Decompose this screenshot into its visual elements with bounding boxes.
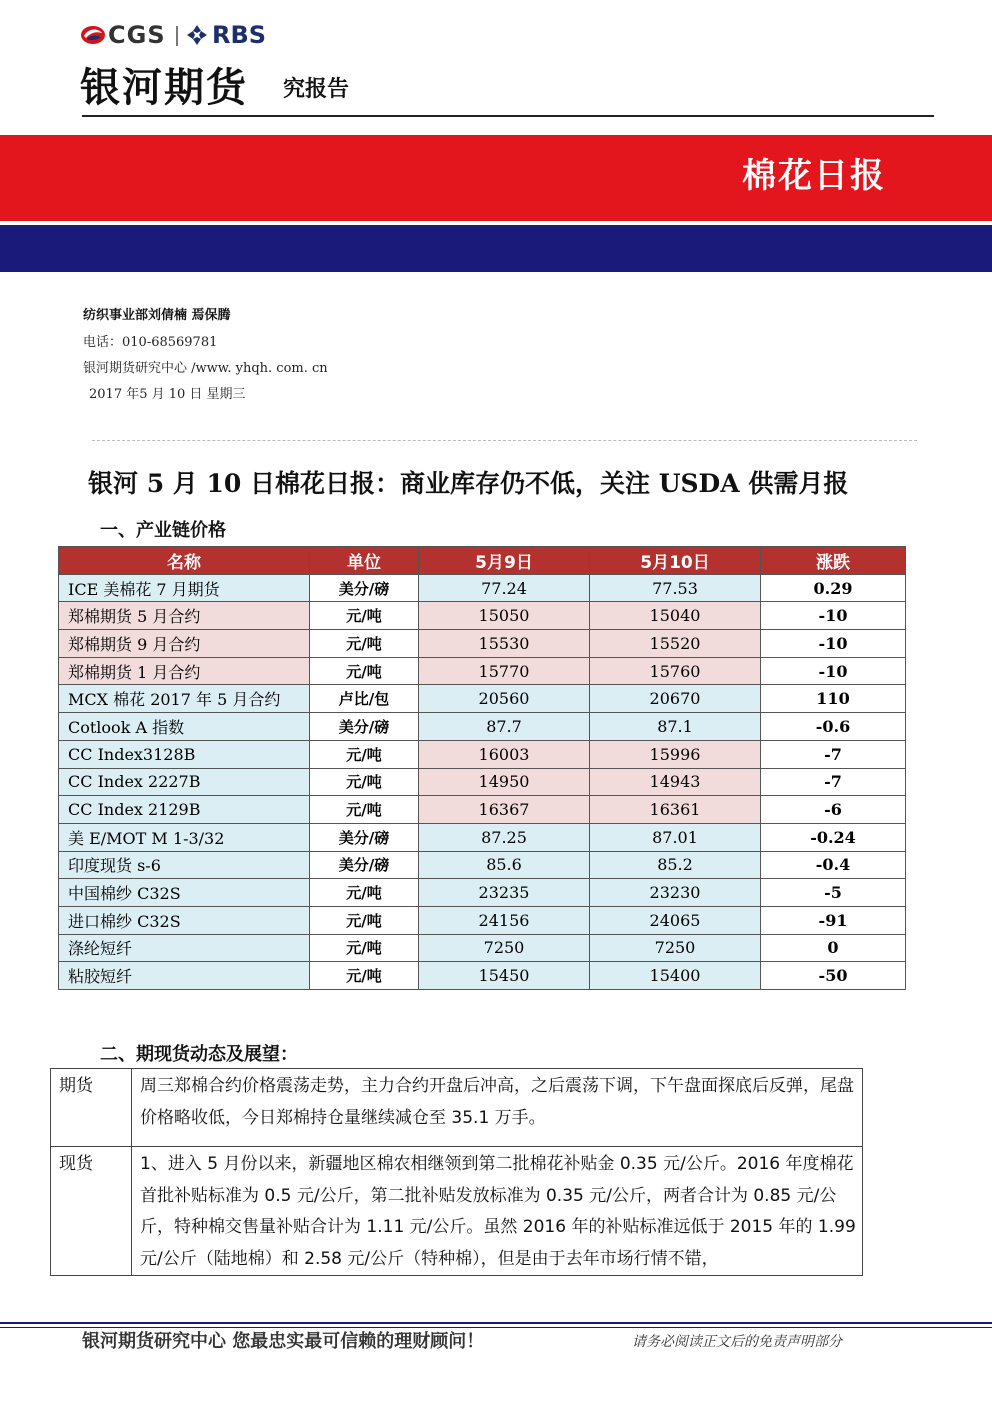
report-type: 究报告 — [283, 77, 350, 102]
dynamics-table — [50, 1068, 863, 1276]
table-row — [59, 962, 906, 990]
price-row-may9: 87.7 — [419, 713, 590, 741]
table-row — [59, 934, 906, 962]
price-row-may9: 7250 — [419, 934, 590, 962]
price-row-may10: 87.01 — [590, 823, 761, 851]
brand-name: 银河期货 — [80, 65, 248, 111]
price-row-may10: 15996 — [590, 740, 761, 768]
table-row — [59, 574, 906, 602]
table-row — [51, 1147, 863, 1276]
table-row — [51, 1069, 863, 1147]
table-header-row — [59, 547, 906, 575]
price-row-may10: 87.1 — [590, 713, 761, 741]
price-row-may10: 14943 — [590, 768, 761, 796]
price-row-name: 郑棉期货 5 月合约 — [59, 602, 310, 630]
col-header-may10: 5月10日 — [590, 547, 761, 575]
price-row-name: 郑棉期货 9 月合约 — [59, 630, 310, 658]
price-row-unit: 卢比/包 — [310, 685, 419, 713]
price-row-may10: 15400 — [590, 962, 761, 990]
price-row-may9: 15050 — [419, 602, 590, 630]
col-header-name: 名称 — [59, 547, 310, 575]
price-row-unit: 美分/磅 — [310, 574, 419, 602]
price-row-unit: 元/吨 — [310, 934, 419, 962]
price-row-name: MCX 棉花 2017 年 5 月合约 — [59, 685, 310, 713]
price-row-may10: 85.2 — [590, 851, 761, 879]
footer-slogan: 银河期货研究中心 您最忠实最可信赖的理财顾问！ — [82, 1331, 485, 1352]
price-row-unit: 元/吨 — [310, 602, 419, 630]
price-row-may9: 24156 — [419, 906, 590, 934]
dynamics-text-futures: 周三郑棉合约价格震荡走势，主力合约开盘后冲高，之后震荡下调，下午盘面探底后反弹，尾盘价格略收低，今日郑棉持仓量继续减仓至 35.1 万手。 — [132, 1069, 863, 1147]
col-header-may9: 5月9日 — [419, 547, 590, 575]
price-row-name: 进口棉纱 C32S — [59, 906, 310, 934]
price-row-may9: 16367 — [419, 796, 590, 824]
price-row-unit: 元/吨 — [310, 796, 419, 824]
price-row-name: 印度现货 s-6 — [59, 851, 310, 879]
price-row-name: CC Index3128B — [59, 740, 310, 768]
price-row-change: 0.29 — [761, 574, 906, 602]
section-heading-dynamics: 二、期现货动态及展望： — [100, 1044, 298, 1065]
price-row-change: -5 — [761, 879, 906, 907]
col-header-unit: 单位 — [310, 547, 419, 575]
rbs-logo-text: RBS — [212, 21, 267, 49]
price-row-change: -6 — [761, 796, 906, 824]
table-row — [59, 796, 906, 824]
table-row — [59, 602, 906, 630]
price-row-name: ICE 美棉花 7 月期货 — [59, 574, 310, 602]
price-row-may9: 15530 — [419, 630, 590, 658]
price-table — [58, 546, 906, 990]
price-row-unit: 元/吨 — [310, 768, 419, 796]
title-band-blue — [0, 225, 992, 272]
author-website[interactable]: 银河期货研究中心 /www. yhqh. com. cn — [83, 361, 328, 376]
price-row-may9: 15450 — [419, 962, 590, 990]
price-row-change: -7 — [761, 768, 906, 796]
price-row-unit: 元/吨 — [310, 657, 419, 685]
price-row-unit: 美分/磅 — [310, 823, 419, 851]
author-phone: 电话：010-68569781 — [83, 335, 218, 350]
price-row-may10: 15040 — [590, 602, 761, 630]
price-row-may9: 20560 — [419, 685, 590, 713]
dynamics-text-spot: 1、进入 5 月份以来，新疆地区棉农相继领到第二批棉花补贴金 0.35 元/公斤。2016 年度棉花首批补贴标准为 0.5 元/公斤，第二批补贴发放标准为 0.35 元/公斤，两者合计为 0.85 元/公斤，特种棉交售量补贴合计为 1.11 元/公斤。虽然 2016 年的补贴标准远低于 2015 年的 1.99 元/公斤（陆地棉）和 2.58 元/公斤（特种棉），但是由于去年市场行情不错， — [132, 1147, 863, 1276]
price-row-unit: 元/吨 — [310, 962, 419, 990]
price-row-change: -0.24 — [761, 823, 906, 851]
price-row-may10: 7250 — [590, 934, 761, 962]
price-row-unit: 美分/磅 — [310, 851, 419, 879]
footer-disclaimer: 请务必阅读正文后的免责声明部分 — [632, 1334, 842, 1350]
price-row-may10: 20670 — [590, 685, 761, 713]
price-row-may10: 16361 — [590, 796, 761, 824]
price-row-change: -0.4 — [761, 851, 906, 879]
header-rule — [82, 115, 934, 117]
price-row-change: -0.6 — [761, 713, 906, 741]
cgs-logo-text: CGS — [108, 21, 166, 49]
price-row-change: -10 — [761, 657, 906, 685]
author-line: 纺织事业部刘倩楠 焉保腾 — [83, 308, 231, 323]
price-row-name: 中国棉纱 C32S — [59, 879, 310, 907]
dynamics-label-futures: 期货 — [51, 1069, 132, 1147]
price-row-may9: 85.6 — [419, 851, 590, 879]
price-row-change: -10 — [761, 630, 906, 658]
price-row-unit: 元/吨 — [310, 740, 419, 768]
price-row-name: CC Index 2129B — [59, 796, 310, 824]
table-row — [59, 713, 906, 741]
price-row-name: 郑棉期货 1 月合约 — [59, 657, 310, 685]
report-date: 2017 年5 月 10 日 星期三 — [89, 387, 246, 402]
table-row — [59, 768, 906, 796]
price-row-change: -50 — [761, 962, 906, 990]
table-row — [59, 823, 906, 851]
logo-separator — [176, 26, 178, 46]
cgs-logo-mark — [80, 24, 106, 46]
price-row-name: 粘胶短纤 — [59, 962, 310, 990]
table-row — [59, 851, 906, 879]
price-row-may9: 87.25 — [419, 823, 590, 851]
price-row-name: 涤纶短纤 — [59, 934, 310, 962]
table-row — [59, 685, 906, 713]
price-row-unit: 元/吨 — [310, 630, 419, 658]
price-row-may10: 24065 — [590, 906, 761, 934]
price-row-change: 0 — [761, 934, 906, 962]
price-row-change: 110 — [761, 685, 906, 713]
section-heading-prices: 一、产业链价格 — [100, 520, 226, 541]
price-row-may9: 23235 — [419, 879, 590, 907]
price-row-may9: 15770 — [419, 657, 590, 685]
price-row-change: -10 — [761, 602, 906, 630]
price-row-name: CC Index 2227B — [59, 768, 310, 796]
price-row-unit: 美分/磅 — [310, 713, 419, 741]
dynamics-label-spot: 现货 — [51, 1147, 132, 1276]
col-header-change: 涨跌 — [761, 547, 906, 575]
price-row-change: -7 — [761, 740, 906, 768]
price-row-name: Cotlook A 指数 — [59, 713, 310, 741]
table-row — [59, 657, 906, 685]
table-row — [59, 906, 906, 934]
price-row-name: 美 E/MOT M 1-3/32 — [59, 823, 310, 851]
price-row-may10: 23230 — [590, 879, 761, 907]
article-headline: 银河 5 月 10 日棉花日报：商业库存仍不低，关注 USDA 供需月报 — [88, 469, 849, 498]
table-row — [59, 879, 906, 907]
report-title: 棉花日报 — [742, 156, 886, 196]
price-row-unit: 元/吨 — [310, 906, 419, 934]
price-row-may10: 15760 — [590, 657, 761, 685]
price-row-may10: 15520 — [590, 630, 761, 658]
price-row-may9: 77.24 — [419, 574, 590, 602]
price-row-may10: 77.53 — [590, 574, 761, 602]
price-row-unit: 元/吨 — [310, 879, 419, 907]
price-row-change: -91 — [761, 906, 906, 934]
divider-dashed — [92, 440, 917, 441]
price-row-may9: 16003 — [419, 740, 590, 768]
table-row — [59, 740, 906, 768]
table-row — [59, 630, 906, 658]
rbs-logo-mark — [186, 24, 208, 46]
price-row-may9: 14950 — [419, 768, 590, 796]
footer-rule — [0, 1322, 992, 1324]
